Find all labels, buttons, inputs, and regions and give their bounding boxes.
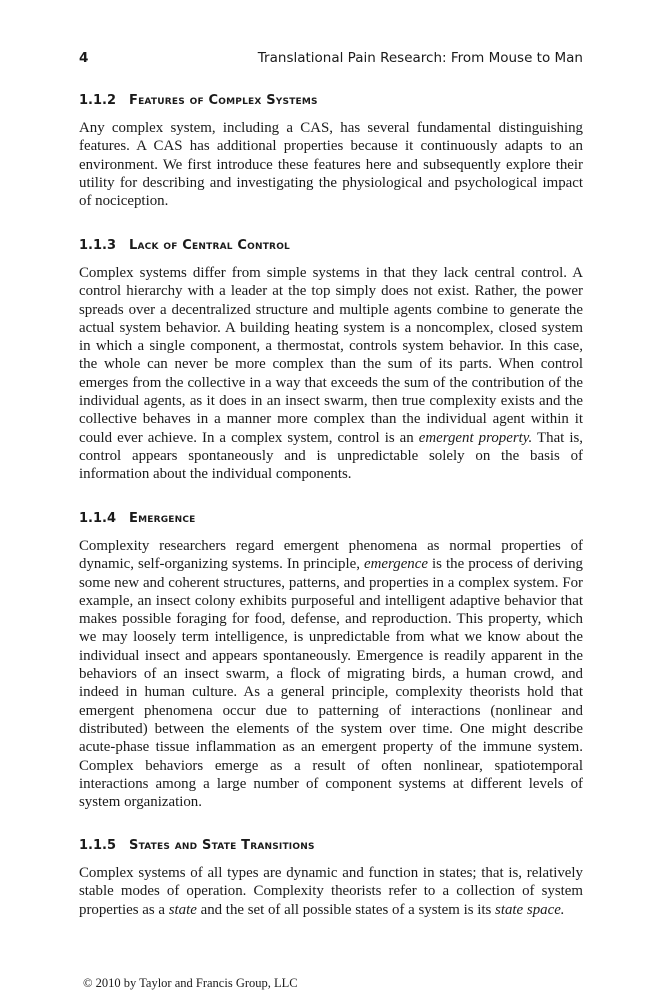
section-title: Features of Complex Systems: [129, 93, 318, 108]
paragraph-text: is the process of deriving some new and coherent structures, patterns, and properties in a complex system. For example, an insect colony exhibits purposeful and intelligent adaptive behavior that makes possible foraging for food, defense, and reproduction. This property, which we may loosely term intelligence, is unpredictable from what we know about the individual insect and appears spontaneously. Emergence is readily apparent in the behaviors of an insect swarm, a flock of migrating birds, a human crowd, and indeed in human culture. As a general principle, complexity theorists hold that emergent phenomena occur due to patterning of interactions (nonlinear and distributed) between the elements of the system over time. One might describe acute-phase tissue inflammation as an emergent property of the immune system. Complex behaviors emerge as a result of often nonlinear, spatiotemporal interactions among a large number of component systems at different levels of system organization.: [79, 556, 583, 811]
section-title: Emergence: [129, 511, 196, 526]
section-paragraph: [79, 537, 583, 811]
paragraph-text: Complex systems of all types are dynamic and function in states; that is, relatively stable modes of operation. Complexity theorists refer to a collection of system properties as a: [79, 865, 583, 918]
section-paragraph: [79, 264, 583, 484]
emphasis-term: emergence: [364, 556, 428, 573]
running-head: [79, 50, 583, 70]
section-heading: [79, 92, 583, 110]
paragraph-text: and the set of all possible states of a system is its: [196, 901, 496, 918]
section-1-1-3: [79, 237, 583, 484]
emphasis-term: state: [168, 901, 197, 918]
section-1-1-4: [79, 510, 583, 811]
paragraph-text: Complexity researchers regard emergent phenomena as normal properties of dynamic, self-organizing systems. In principle,: [79, 538, 583, 573]
running-title: Translational Pain Research: From Mouse to Man: [257, 50, 583, 66]
section-paragraph: [79, 864, 583, 919]
section-1-1-5: [79, 837, 583, 919]
emphasis-term: emergent property.: [418, 429, 533, 446]
copyright-footer: © 2010 by Taylor and Francis Group, LLC: [83, 976, 298, 990]
section-heading: [79, 237, 583, 255]
paragraph-text: Complex systems differ from simple systems in that they lack central control. A control hierarchy with a leader at the top simply does not exist. Rather, the power spreads over a decentralized structure and multiple agents combine to generate the actual system behavior. A building heating system is a noncomplex, closed system in which a single component, a thermostat, controls system behavior. In this case, the whole can never be more complex than the sum of its parts. When control emerges from the collective in a way that exceeds the sum of the contribution of the individual agents, as it does in an insect swarm, then true complexity exists and the collective behaves in a manner more complex than the individual agent within it could ever achieve. In a complex system, control is an: [79, 265, 583, 446]
emphasis-term: state space.: [495, 901, 565, 918]
section-1-1-2: [79, 92, 583, 210]
section-number: 1.1.5: [79, 838, 117, 853]
section-number: 1.1.4: [79, 511, 117, 526]
section-heading: [79, 837, 583, 855]
section-paragraph: Any complex system, including a CAS, has several fundamental distinguishing features. A CAS has additional properties because it continuously adapts to an environment. We first introduce these features here and subsequently explore their utility for describing and investigating the physiological and psychological impact of nociception.: [79, 120, 583, 210]
section-heading: [79, 510, 583, 528]
paragraph-text: That is, control appears spontaneously and is unpredictable solely on the basis of information about the individual components.: [79, 429, 584, 483]
page-number: 4: [79, 50, 89, 66]
section-title: States and State Transitions: [129, 838, 315, 853]
section-title: Lack of Central Control: [129, 238, 290, 253]
section-number: 1.1.3: [79, 238, 117, 253]
section-number: 1.1.2: [79, 93, 117, 108]
